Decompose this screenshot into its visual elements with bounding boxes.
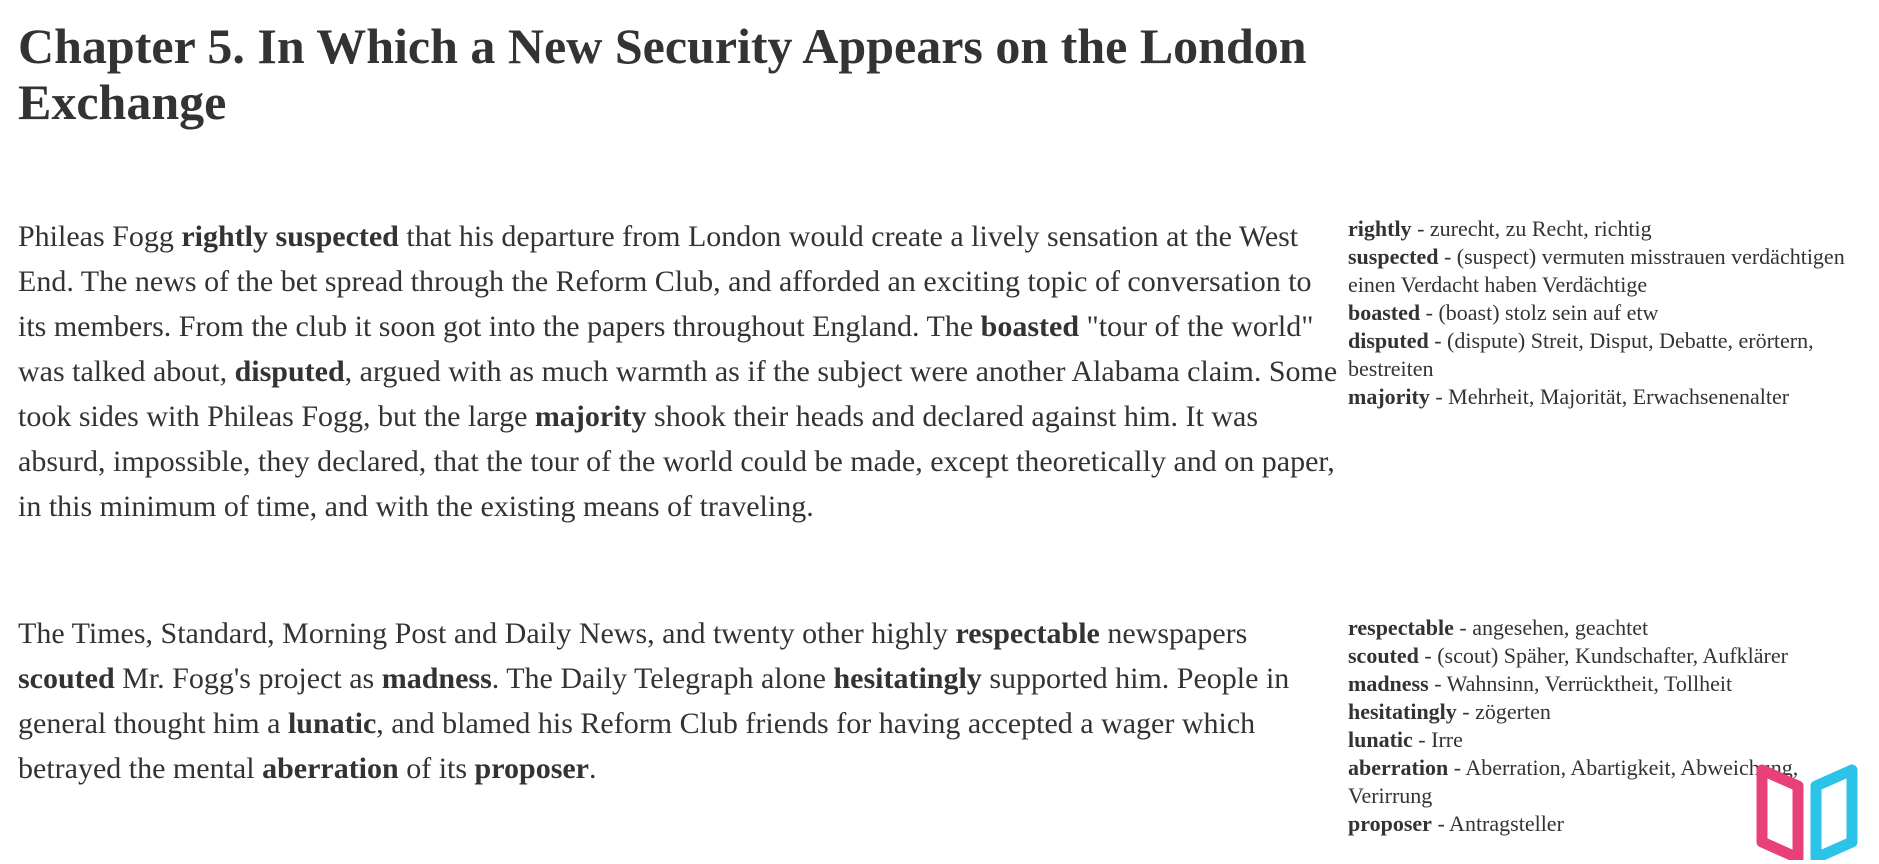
glossary-1 xyxy=(1348,215,1868,411)
text-segment: newspapers xyxy=(1099,617,1248,650)
glossary-term: suspected xyxy=(1348,244,1439,269)
text-segment: "tour of the world" was talked about, xyxy=(18,310,1314,388)
book-logo-icon xyxy=(1752,760,1862,860)
page-title: Chapter 5. In Which a New Security Appears on the London Exchange xyxy=(18,18,1307,130)
glossary-definition: - zurecht, zu Recht, richtig xyxy=(1411,216,1652,241)
text-segment: Mr. Fogg's project as xyxy=(114,662,382,695)
text-segment: supported him. People in general thought him a xyxy=(18,662,1290,740)
vocab-word: disputed xyxy=(234,355,345,388)
glossary-definition: - Antragsteller xyxy=(1431,811,1564,836)
glossary-entry xyxy=(1348,614,1868,642)
glossary-term: boasted xyxy=(1348,300,1421,325)
text-segment: of its xyxy=(398,752,475,785)
vocab-word: proposer xyxy=(474,752,589,785)
vocab-word: lunatic xyxy=(287,707,377,740)
glossary-definition: - angesehen, geachtet xyxy=(1453,615,1649,640)
glossary-definition: - Irre xyxy=(1412,727,1463,752)
glossary-definition: - Mehrheit, Majorität, Erwachsenenalter xyxy=(1429,384,1790,409)
text-segment: The Times, Standard, Morning Post and Daily News, and twenty other highly xyxy=(18,617,956,650)
text-segment: , and blamed his Reform Club friends for having accepted a wager which betrayed the mental xyxy=(18,707,1256,785)
glossary-term: majority xyxy=(1348,384,1430,409)
vocab-word: rightly xyxy=(181,220,269,253)
glossary-term: respectable xyxy=(1348,615,1454,640)
paragraph-1 xyxy=(18,214,1338,529)
glossary-entry xyxy=(1348,299,1868,327)
glossary-definition: - (suspect) vermuten misstrauen verdächtigen einen Verdacht haben Verdächtige xyxy=(1348,244,1845,297)
glossary-entry xyxy=(1348,383,1868,411)
glossary-term: rightly xyxy=(1348,216,1412,241)
text-segment: . xyxy=(589,752,597,785)
glossary-term: madness xyxy=(1348,671,1429,696)
glossary-definition: - (scout) Späher, Kundschafter, Aufklärer xyxy=(1418,643,1788,668)
text-segment xyxy=(268,220,276,253)
vocab-word: majority xyxy=(534,400,647,433)
vocab-word: scouted xyxy=(18,662,115,695)
vocab-word: madness xyxy=(381,662,492,695)
text-segment: , argued with as much warmth as if the subject were another Alabama claim. Some took sides with Phileas Fogg, but the large xyxy=(18,355,1338,433)
glossary-term: lunatic xyxy=(1348,727,1413,752)
glossary-entry xyxy=(1348,642,1868,670)
text-segment: shook their heads and declared against him. It was absurd, impossible, they declared, that the tour of the world could be made, except theoretically and on paper, in this minimum of time, and with the existing means of traveling. xyxy=(18,400,1335,523)
glossary-entry xyxy=(1348,215,1868,243)
glossary-definition: - (dispute) Streit, Disput, Debatte, erörtern, bestreiten xyxy=(1348,328,1814,381)
glossary-entry xyxy=(1348,327,1868,383)
glossary-definition: - (boast) stolz sein auf etw xyxy=(1420,300,1659,325)
glossary-term: disputed xyxy=(1348,328,1429,353)
glossary-term: proposer xyxy=(1348,811,1432,836)
glossary-entry xyxy=(1348,670,1868,698)
glossary-definition: - Aberration, Abartigkeit, Abweichung, Verirrung xyxy=(1348,755,1799,808)
vocab-word: boasted xyxy=(980,310,1080,343)
glossary-definition: - zögerten xyxy=(1456,699,1551,724)
vocab-word: respectable xyxy=(955,617,1100,650)
glossary-term: scouted xyxy=(1348,643,1419,668)
vocab-word: hesitatingly xyxy=(833,662,982,695)
glossary-entry xyxy=(1348,726,1868,754)
glossary-entry xyxy=(1348,243,1868,299)
text-segment: Phileas Fogg xyxy=(18,220,182,253)
paragraph-2 xyxy=(18,611,1338,791)
text-segment: . The Daily Telegraph alone xyxy=(491,662,834,695)
vocab-word: aberration xyxy=(262,752,399,785)
text-segment: that his departure from London would create a lively sensation at the West End. The news of the bet spread through the Reform Club, and afforded an exciting topic of conversation to its members. From the club it soon got into the papers throughout England. The xyxy=(18,220,1312,343)
glossary-term: aberration xyxy=(1348,755,1449,780)
vocab-word: suspected xyxy=(275,220,399,253)
glossary-term: hesitatingly xyxy=(1348,699,1457,724)
glossary-definition: - Wahnsinn, Verrücktheit, Tollheit xyxy=(1428,671,1733,696)
glossary-entry xyxy=(1348,698,1868,726)
